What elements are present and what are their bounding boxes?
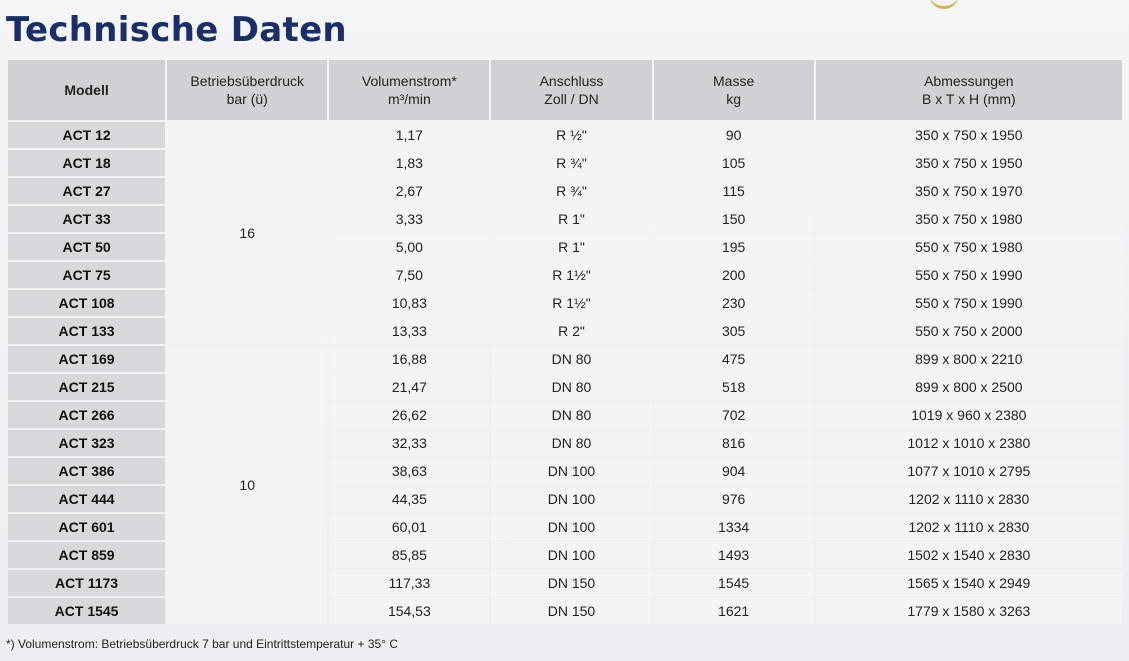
- cell-model: ACT 1173: [8, 570, 165, 596]
- cell-model: ACT 215: [8, 374, 165, 400]
- cell-pressure-group: 10: [167, 346, 327, 624]
- cell-model: ACT 12: [8, 122, 165, 148]
- cell-dimensions: 550 x 750 x 1990: [816, 262, 1122, 288]
- cell-mass: 1334: [654, 514, 814, 540]
- header-flow: Volumenstrom* m³/min: [329, 60, 489, 120]
- cell-mass: 195: [654, 234, 814, 260]
- cell-model: ACT 323: [8, 430, 165, 456]
- cell-connection: R 1": [491, 234, 651, 260]
- cell-mass: 816: [654, 430, 814, 456]
- cell-model: ACT 169: [8, 346, 165, 372]
- cell-dimensions: 550 x 750 x 1980: [816, 234, 1122, 260]
- cell-mass: 150: [654, 206, 814, 232]
- cell-model: ACT 444: [8, 486, 165, 512]
- header-mass: Masse kg: [654, 60, 814, 120]
- cell-mass: 976: [654, 486, 814, 512]
- cell-connection: DN 100: [491, 458, 651, 484]
- cell-mass: 475: [654, 346, 814, 372]
- cell-model: ACT 601: [8, 514, 165, 540]
- footnote: *) Volumenstrom: Betriebsüberdruck 7 bar und Eintrittstemperatur + 35° C: [6, 637, 398, 651]
- page-title: Technische Daten: [6, 10, 347, 50]
- cell-flow: 13,33: [329, 318, 489, 344]
- cell-connection: R ¾": [491, 150, 651, 176]
- cell-model: ACT 33: [8, 206, 165, 232]
- cell-dimensions: 1019 x 960 x 2380: [816, 402, 1122, 428]
- header-model: Modell: [8, 60, 165, 120]
- cell-dimensions: 899 x 800 x 2210: [816, 346, 1122, 372]
- cell-dimensions: 1502 x 1540 x 2830: [816, 542, 1122, 568]
- cell-dimensions: 899 x 800 x 2500: [816, 374, 1122, 400]
- cell-dimensions: 350 x 750 x 1950: [816, 150, 1122, 176]
- cell-dimensions: 350 x 750 x 1970: [816, 178, 1122, 204]
- cell-flow: 16,88: [329, 346, 489, 372]
- cell-flow: 60,01: [329, 514, 489, 540]
- cell-mass: 518: [654, 374, 814, 400]
- cell-connection: DN 100: [491, 514, 651, 540]
- cell-dimensions: 1202 x 1110 x 2830: [816, 486, 1122, 512]
- header-pressure: Betriebsüberdruck bar (ü): [167, 60, 327, 120]
- cell-flow: 38,63: [329, 458, 489, 484]
- cell-model: ACT 859: [8, 542, 165, 568]
- cell-dimensions: 1012 x 1010 x 2380: [816, 430, 1122, 456]
- cell-mass: 1621: [654, 598, 814, 624]
- table-row: [8, 346, 1122, 372]
- cell-connection: DN 150: [491, 570, 651, 596]
- cell-connection: R ¾": [491, 178, 651, 204]
- header-connection: Anschluss Zoll / DN: [491, 60, 651, 120]
- cell-dimensions: 1077 x 1010 x 2795: [816, 458, 1122, 484]
- cell-connection: DN 80: [491, 346, 651, 372]
- cell-connection: DN 150: [491, 598, 651, 624]
- cell-mass: 702: [654, 402, 814, 428]
- cell-dimensions: 550 x 750 x 2000: [816, 318, 1122, 344]
- cell-dimensions: 1779 x 1580 x 3263: [816, 598, 1122, 624]
- cell-flow: 2,67: [329, 178, 489, 204]
- cell-flow: 26,62: [329, 402, 489, 428]
- table-header-row: [8, 60, 1122, 120]
- cell-dimensions: 1565 x 1540 x 2949: [816, 570, 1122, 596]
- cell-flow: 154,53: [329, 598, 489, 624]
- cell-connection: DN 80: [491, 430, 651, 456]
- cell-model: ACT 75: [8, 262, 165, 288]
- cell-flow: 32,33: [329, 430, 489, 456]
- cell-model: ACT 18: [8, 150, 165, 176]
- cell-flow: 117,33: [329, 570, 489, 596]
- cell-connection: DN 80: [491, 374, 651, 400]
- cell-connection: DN 100: [491, 542, 651, 568]
- cell-model: ACT 108: [8, 290, 165, 316]
- cell-mass: 1545: [654, 570, 814, 596]
- cell-flow: 85,85: [329, 542, 489, 568]
- cell-flow: 1,17: [329, 122, 489, 148]
- cell-flow: 1,83: [329, 150, 489, 176]
- cell-dimensions: 1202 x 1110 x 2830: [816, 514, 1122, 540]
- cell-mass: 904: [654, 458, 814, 484]
- cell-model: ACT 27: [8, 178, 165, 204]
- cell-mass: 115: [654, 178, 814, 204]
- cell-model: ACT 386: [8, 458, 165, 484]
- cell-mass: 230: [654, 290, 814, 316]
- cell-mass: 105: [654, 150, 814, 176]
- cell-model: ACT 50: [8, 234, 165, 260]
- cell-mass: 200: [654, 262, 814, 288]
- cell-pressure-group: 16: [167, 122, 327, 344]
- cell-connection: R 2": [491, 318, 651, 344]
- header-dimensions: Abmessungen B x T x H (mm): [816, 60, 1122, 120]
- cell-dimensions: 350 x 750 x 1980: [816, 206, 1122, 232]
- cell-connection: DN 80: [491, 402, 651, 428]
- cell-model: ACT 133: [8, 318, 165, 344]
- cell-connection: R 1½": [491, 262, 651, 288]
- table-row: [8, 122, 1122, 148]
- cell-connection: DN 100: [491, 486, 651, 512]
- cell-flow: 21,47: [329, 374, 489, 400]
- cell-model: ACT 1545: [8, 598, 165, 624]
- cell-mass: 90: [654, 122, 814, 148]
- cell-connection: R ½": [491, 122, 651, 148]
- cell-mass: 1493: [654, 542, 814, 568]
- cell-dimensions: 550 x 750 x 1990: [816, 290, 1122, 316]
- cell-flow: 10,83: [329, 290, 489, 316]
- cell-model: ACT 266: [8, 402, 165, 428]
- cell-flow: 3,33: [329, 206, 489, 232]
- cell-flow: 7,50: [329, 262, 489, 288]
- cell-flow: 5,00: [329, 234, 489, 260]
- logo-fragment: [929, 0, 959, 9]
- cell-connection: R 1": [491, 206, 651, 232]
- cell-connection: R 1½": [491, 290, 651, 316]
- cell-flow: 44,35: [329, 486, 489, 512]
- technical-data-table: [6, 58, 1124, 626]
- cell-dimensions: 350 x 750 x 1950: [816, 122, 1122, 148]
- cell-mass: 305: [654, 318, 814, 344]
